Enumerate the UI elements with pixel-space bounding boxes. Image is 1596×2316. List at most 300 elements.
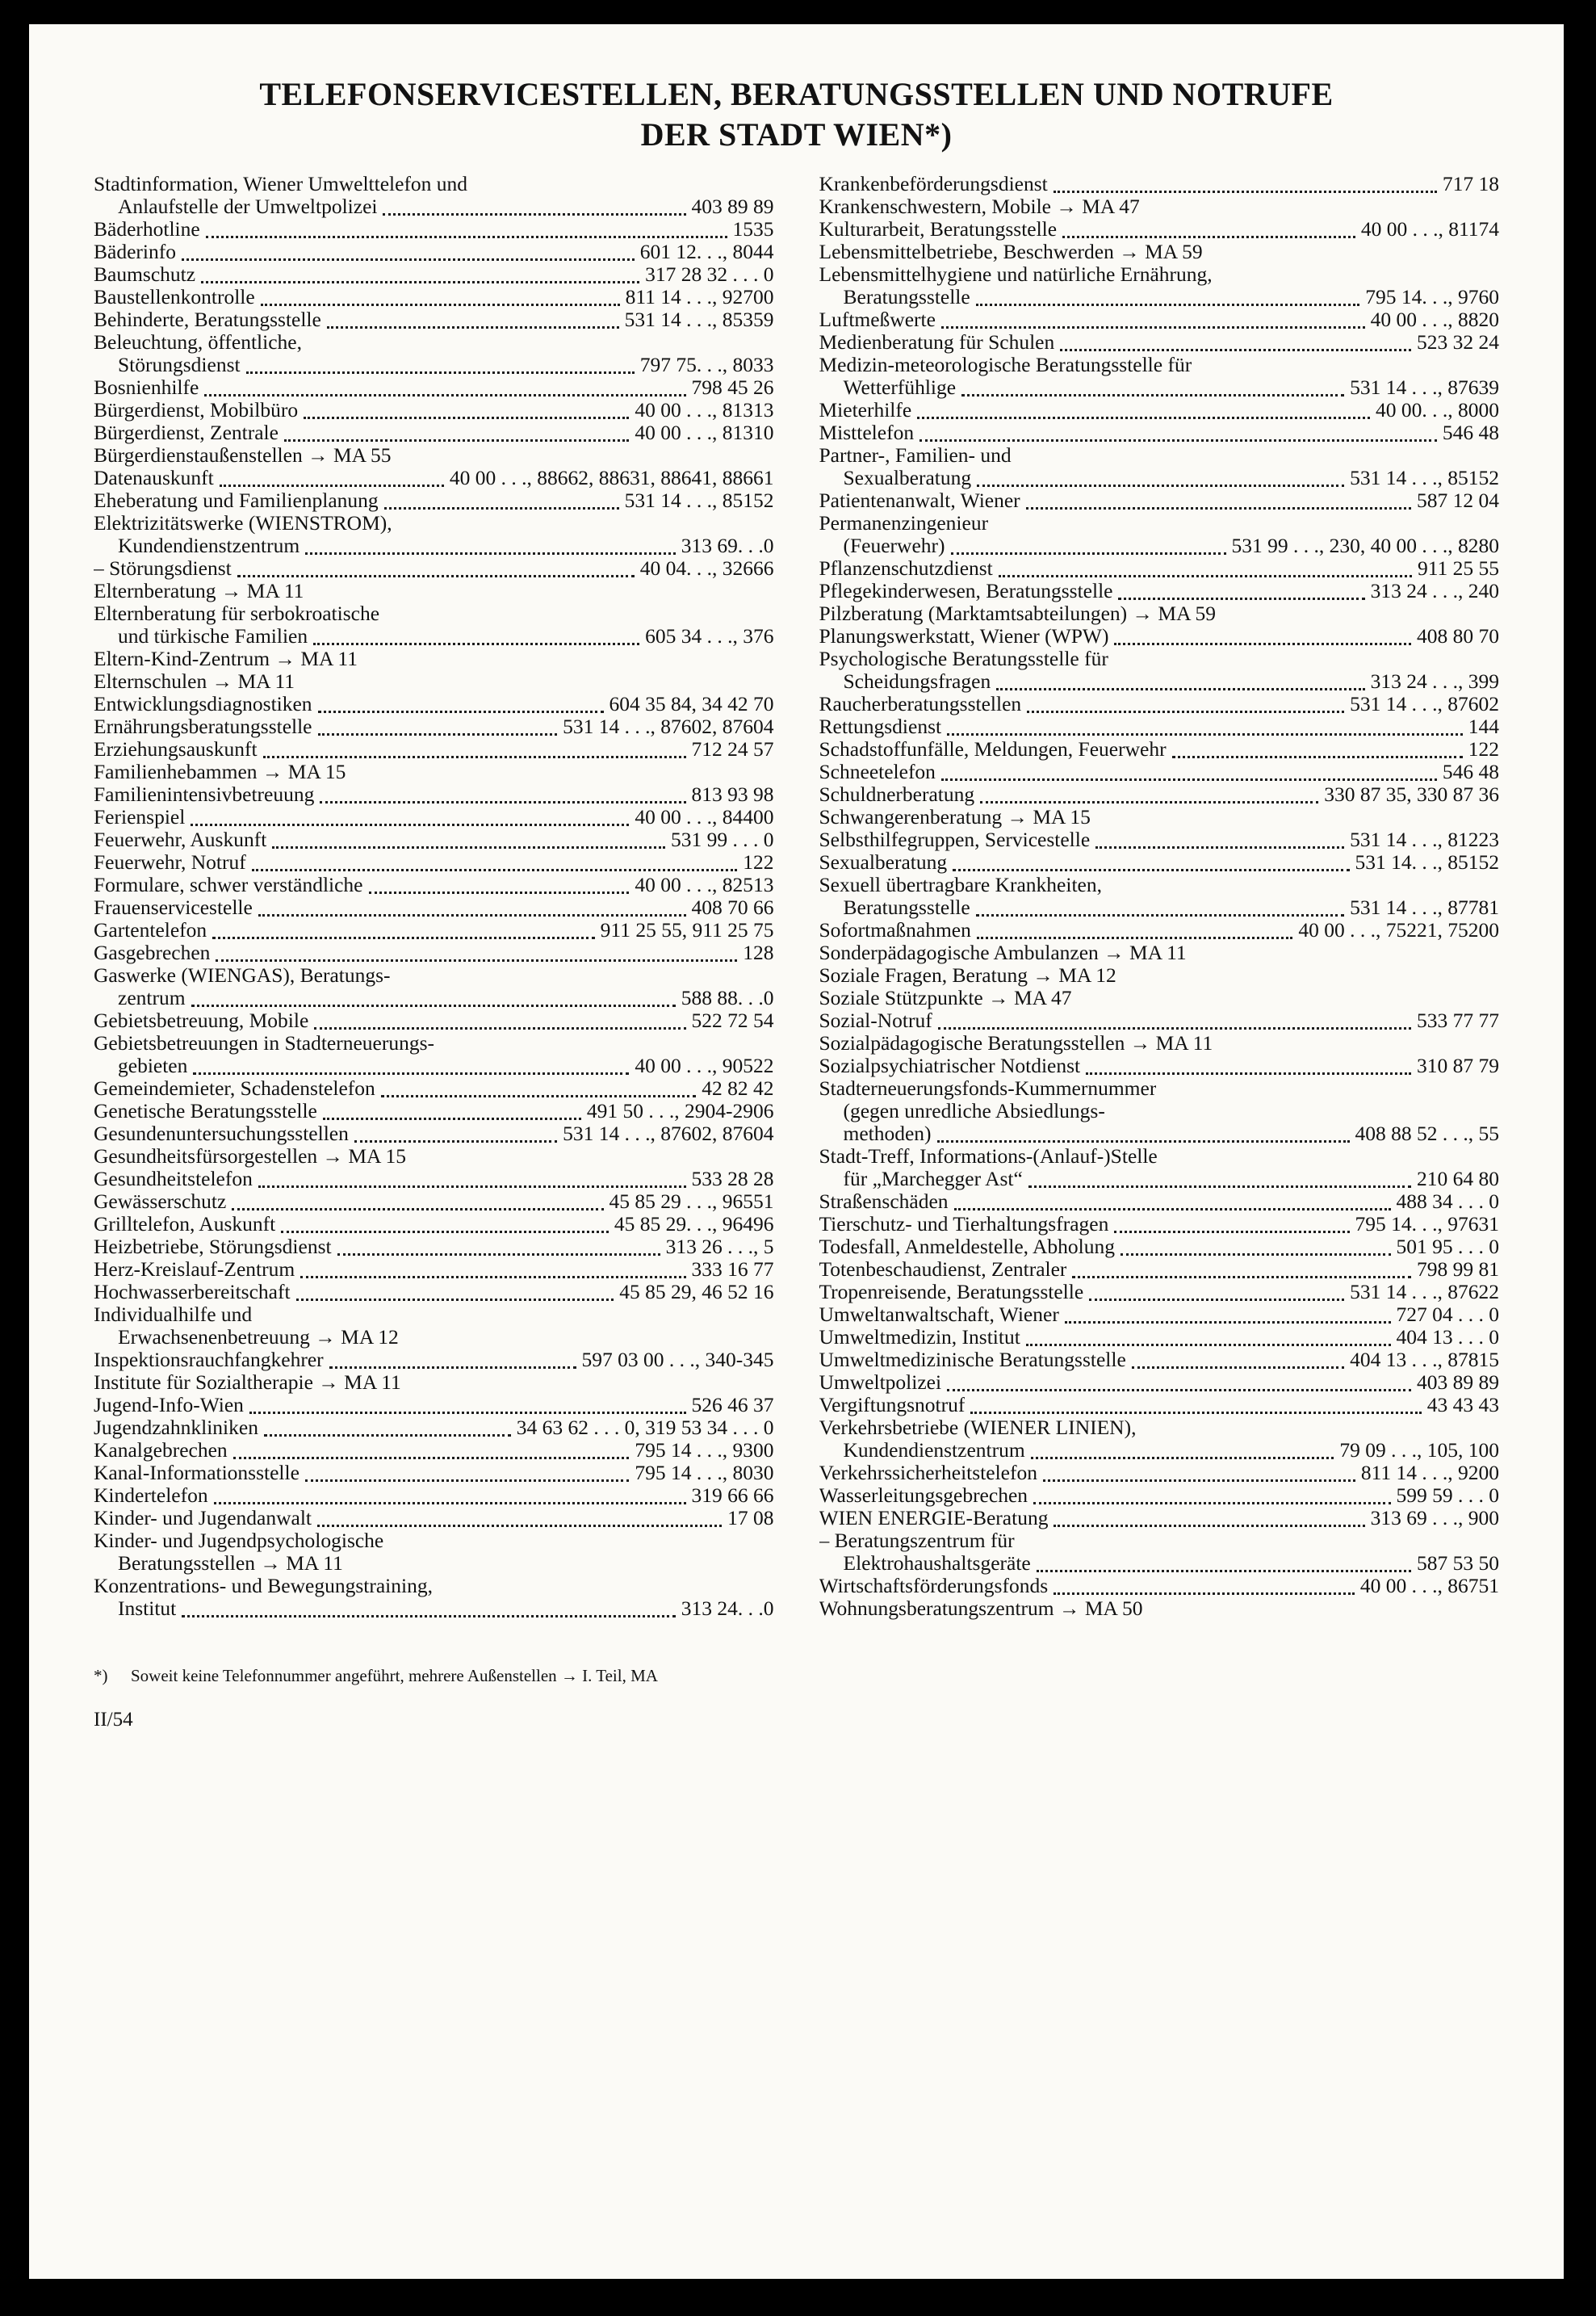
directory-entry xyxy=(94,1416,774,1439)
entry-label: Krankenbeförderungsdienst xyxy=(819,173,1048,195)
entry-phone-number: 522 72 54 xyxy=(691,1009,774,1032)
leader-dots xyxy=(941,761,1437,781)
directory-entry xyxy=(94,1145,774,1168)
entry-phone-number: 587 12 04 xyxy=(1417,489,1499,512)
entry-label: Sozialpädagogische Beratungsstellen → MA 11 xyxy=(819,1032,1213,1055)
leader-dots xyxy=(1054,173,1437,193)
leader-dots xyxy=(976,286,1360,306)
entry-label: Feuerwehr, Auskunft xyxy=(94,829,267,851)
leader-dots xyxy=(1089,1281,1344,1301)
entry-label: Gebietsbetreuung, Mobile xyxy=(94,1009,309,1032)
entry-label: Elternschulen → MA 11 xyxy=(94,670,295,693)
directory-entry xyxy=(94,1394,774,1416)
footnote-text: Soweit keine Telefonnummer angeführt, mehrere Außenstellen → I. Teil, MA xyxy=(131,1666,658,1685)
leader-dots xyxy=(317,1507,722,1527)
directory-entry xyxy=(819,195,1500,218)
entry-phone-number: 144 xyxy=(1468,715,1499,738)
entry-phone-number: 604 35 84, 34 42 70 xyxy=(609,692,774,715)
entry-phone-number: 330 87 35, 330 87 36 xyxy=(1324,782,1499,806)
directory-entry xyxy=(819,738,1500,761)
directory-entry xyxy=(819,308,1500,331)
entry-label: Verkehrsbetriebe (WIENER LINIEN), xyxy=(819,1416,1137,1439)
entry-phone-number: 403 89 89 xyxy=(691,195,774,218)
entry-phone-number: 587 53 50 xyxy=(1417,1551,1499,1575)
entry-label: Psychologische Beratungsstelle für xyxy=(819,648,1108,670)
entry-label: Herz-Kreislauf-Zentrum xyxy=(94,1258,295,1281)
leader-dots xyxy=(233,1439,630,1459)
directory-entry xyxy=(94,1236,774,1258)
entry-phone-number: 404 13 . . ., 87815 xyxy=(1350,1348,1499,1371)
entry-phone-number: 408 88 52 . . ., 55 xyxy=(1355,1122,1499,1145)
directory-entry xyxy=(819,1439,1500,1462)
directory-entry xyxy=(819,1213,1500,1236)
leader-dots xyxy=(182,1597,675,1617)
leader-dots xyxy=(947,715,1463,736)
entry-label: Gewässerschutz xyxy=(94,1190,227,1213)
entry-label: – Beratungszentrum für xyxy=(819,1529,1015,1552)
leader-dots xyxy=(1031,1439,1334,1459)
entry-phone-number: 795 14 . . ., 9300 xyxy=(635,1438,774,1462)
leader-dots xyxy=(305,535,676,555)
entry-phone-number: 17 08 xyxy=(727,1506,774,1529)
entry-phone-number: 333 16 77 xyxy=(691,1257,774,1281)
directory-entry xyxy=(819,1484,1500,1507)
entry-label: zentrum xyxy=(118,987,186,1009)
directory-entry xyxy=(819,580,1500,602)
entry-label: Erziehungsauskunft xyxy=(94,738,258,761)
directory-entry xyxy=(94,1439,774,1462)
entry-phone-number: 40 00 . . ., 88662, 88631, 88641, 88661 xyxy=(449,466,774,489)
directory-entry xyxy=(819,354,1500,376)
directory-entry xyxy=(819,241,1500,263)
entry-label: Schuldnerberatung xyxy=(819,783,975,806)
leader-dots xyxy=(1054,1507,1364,1527)
entry-label: Verkehrssicherheitstelefon xyxy=(819,1462,1037,1484)
directory-entry xyxy=(94,218,774,241)
entry-label: Beratungsstellen → MA 11 xyxy=(118,1552,343,1575)
leader-dots xyxy=(304,399,629,419)
entry-phone-number: 40 00 . . ., 90522 xyxy=(635,1054,774,1077)
directory-entry xyxy=(94,1575,774,1597)
leader-dots xyxy=(246,354,635,374)
directory-entry xyxy=(819,851,1500,874)
entry-label: Tierschutz- und Tierhaltungsfragen xyxy=(819,1213,1109,1236)
entry-phone-number: 531 14 . . ., 85152 xyxy=(624,489,774,512)
leader-dots xyxy=(329,1349,576,1369)
directory-entry xyxy=(819,376,1500,399)
leader-dots xyxy=(369,874,630,894)
entry-label: Gesundheitsfürsorgestellen → MA 15 xyxy=(94,1145,406,1168)
entry-label: Wirtschaftsförderungsfonds xyxy=(819,1575,1049,1597)
leader-dots xyxy=(1072,1258,1411,1278)
leader-dots xyxy=(1095,829,1344,849)
entry-label: methoden) xyxy=(843,1122,932,1145)
entry-phone-number: 798 45 26 xyxy=(691,376,774,399)
entry-label: Baustellenkontrolle xyxy=(94,286,255,308)
entry-phone-number: 811 14 . . ., 9200 xyxy=(1360,1461,1499,1484)
entry-label: Mieterhilfe xyxy=(819,399,912,422)
directory-entry xyxy=(819,399,1500,422)
leader-dots xyxy=(954,1190,1391,1210)
directory-entry xyxy=(94,625,774,648)
directory-entry xyxy=(819,173,1500,195)
directory-entry xyxy=(819,1281,1500,1303)
entry-label: Sonderpädagogische Ambulanzen → MA 11 xyxy=(819,942,1187,964)
entry-label: Institut xyxy=(118,1597,177,1620)
entry-label: Scheidungsfragen xyxy=(843,670,991,693)
entry-label: Raucherberatungsstellen xyxy=(819,693,1022,715)
entry-phone-number: 34 63 62 . . . 0, 319 53 34 . . . 0 xyxy=(516,1416,774,1439)
entry-phone-number: 727 04 . . . 0 xyxy=(1396,1303,1499,1326)
entry-phone-number: 408 80 70 xyxy=(1417,624,1499,648)
paper-page xyxy=(29,24,1564,2279)
entry-phone-number: 531 14 . . ., 81223 xyxy=(1350,828,1499,851)
entry-phone-number: 40 04. . ., 32666 xyxy=(639,556,774,580)
leader-dots xyxy=(384,489,619,510)
directory-entry xyxy=(819,1009,1500,1032)
entry-label: Umweltmedizin, Institut xyxy=(819,1326,1020,1349)
entry-label: Bäderinfo xyxy=(94,241,176,263)
leader-dots xyxy=(1026,1326,1391,1346)
entry-phone-number: 597 03 00 . . ., 340-345 xyxy=(581,1348,774,1371)
directory-entry xyxy=(819,829,1500,851)
directory-entry xyxy=(819,1552,1500,1575)
entry-label: Soziale Fragen, Beratung → MA 12 xyxy=(819,964,1116,987)
entry-label: Heizbetriebe, Störungsdienst xyxy=(94,1236,332,1258)
directory-entry xyxy=(819,1326,1500,1349)
entry-phone-number: 526 46 37 xyxy=(691,1393,774,1416)
directory-entry xyxy=(94,874,774,896)
directory-entry xyxy=(819,218,1500,241)
directory-entry xyxy=(94,1258,774,1281)
directory-entry xyxy=(819,1236,1500,1258)
leader-dots xyxy=(1065,1303,1391,1324)
directory-entry xyxy=(819,1122,1500,1145)
leader-dots xyxy=(970,1394,1421,1414)
directory-columns xyxy=(29,155,1564,1620)
entry-label: Umweltmedizinische Beratungsstelle xyxy=(819,1349,1126,1371)
entry-phone-number: 911 25 55, 911 25 75 xyxy=(600,918,774,942)
entry-label: Patientenanwalt, Wiener xyxy=(819,489,1020,512)
entry-phone-number: 523 32 24 xyxy=(1417,330,1499,354)
directory-entry xyxy=(94,783,774,806)
entry-label: Störungsdienst xyxy=(118,354,241,376)
leader-dots xyxy=(980,783,1318,803)
directory-entry xyxy=(94,512,774,535)
leader-dots xyxy=(337,1236,660,1256)
page-title-line-2: DER STADT WIEN*) xyxy=(640,116,953,153)
entry-phone-number: 531 99 . . . 0 xyxy=(671,828,774,851)
directory-entry xyxy=(94,1371,774,1394)
entry-label: Behinderte, Beratungsstelle xyxy=(94,308,321,331)
directory-entry xyxy=(94,467,774,489)
leader-dots xyxy=(1033,1484,1390,1504)
entry-phone-number: 531 14. . ., 85152 xyxy=(1355,850,1499,874)
entry-phone-number: 795 14. . ., 97631 xyxy=(1355,1212,1499,1236)
entry-phone-number: 313 24 . . ., 240 xyxy=(1370,579,1499,602)
entry-label: Totenbeschaudienst, Zentraler xyxy=(819,1258,1067,1281)
entry-label: Bürgerdienst, Zentrale xyxy=(94,422,279,444)
leader-dots xyxy=(1060,331,1411,351)
entry-phone-number: 313 24. . .0 xyxy=(681,1596,774,1620)
entry-phone-number: 797 75. . ., 8033 xyxy=(639,353,774,376)
entry-label: Kulturarbeit, Beratungsstelle xyxy=(819,218,1058,241)
entry-label: Luftmeßwerte xyxy=(819,308,936,331)
entry-label: Partner-, Familien- und xyxy=(819,444,1012,467)
directory-entry xyxy=(94,1168,774,1190)
entry-label: Eheberatung und Familienplanung xyxy=(94,489,379,512)
entry-phone-number: 531 14 . . ., 87602, 87604 xyxy=(563,1122,774,1145)
directory-entry xyxy=(819,874,1500,896)
leader-dots xyxy=(220,467,444,487)
leader-dots xyxy=(977,919,1293,939)
entry-label: Kanal-Informationsstelle xyxy=(94,1462,300,1484)
directory-entry xyxy=(819,1507,1500,1529)
entry-label: Sofortmaßnahmen xyxy=(819,919,971,942)
leader-dots xyxy=(996,670,1364,690)
leader-dots xyxy=(1121,1236,1391,1256)
directory-entry xyxy=(94,1032,774,1055)
entry-label: Jugend-Info-Wien xyxy=(94,1394,244,1416)
entry-phone-number: 40 00 . . ., 86751 xyxy=(1359,1574,1499,1597)
entry-phone-number: 795 14 . . ., 8030 xyxy=(635,1461,774,1484)
leader-dots xyxy=(953,851,1349,871)
directory-entry xyxy=(94,422,774,444)
leader-dots xyxy=(941,308,1365,329)
leader-dots xyxy=(1028,1168,1411,1188)
directory-entry xyxy=(94,308,774,331)
entry-label: Individualhilfe und xyxy=(94,1303,253,1326)
entry-label: Hochwasserbereitschaft xyxy=(94,1281,291,1303)
entry-phone-number: 45 85 29. . ., 96496 xyxy=(614,1212,774,1236)
directory-entry xyxy=(94,896,774,919)
directory-entry xyxy=(94,535,774,557)
entry-phone-number: 310 87 79 xyxy=(1417,1054,1499,1077)
directory-entry xyxy=(94,557,774,580)
leader-dots xyxy=(1086,1055,1411,1075)
leader-dots xyxy=(977,467,1344,487)
entry-label: Beratungsstelle xyxy=(843,286,970,308)
entry-phone-number: 531 14 . . ., 87781 xyxy=(1350,896,1499,919)
directory-entry xyxy=(819,602,1500,625)
directory-entry xyxy=(94,1507,774,1529)
entry-label: Gasgebrechen xyxy=(94,942,211,964)
leader-dots xyxy=(182,241,635,261)
directory-entry xyxy=(94,195,774,218)
entry-phone-number: 546 48 xyxy=(1442,760,1499,783)
entry-label: Medienberatung für Schulen xyxy=(819,331,1055,354)
entry-label: Straßenschäden xyxy=(819,1190,949,1213)
leader-dots xyxy=(947,1371,1411,1391)
entry-phone-number: 128 xyxy=(743,941,774,964)
entry-label: Gaswerke (WIENGAS), Beratungs- xyxy=(94,964,391,987)
entry-label: Kinder- und Jugendanwalt xyxy=(94,1507,312,1529)
entry-label: Erwachsenenbetreuung → MA 12 xyxy=(118,1326,399,1349)
directory-entry xyxy=(819,1416,1500,1439)
entry-phone-number: 210 64 80 xyxy=(1417,1167,1499,1190)
entry-phone-number: 40 00 . . ., 81310 xyxy=(635,421,774,444)
directory-entry xyxy=(819,964,1500,987)
directory-entry xyxy=(819,489,1500,512)
entry-label: Lebensmittelbetriebe, Beschwerden → MA 59 xyxy=(819,241,1203,263)
entry-label: Medizin-meteorologische Beratungsstelle für xyxy=(819,354,1192,376)
leader-dots xyxy=(300,1258,685,1278)
entry-label: Inspektionsrauchfangkehrer xyxy=(94,1349,324,1371)
directory-entry xyxy=(819,1055,1500,1077)
entry-label: Konzentrations- und Bewegungstraining, xyxy=(94,1575,433,1597)
leader-dots xyxy=(320,783,685,803)
directory-entry xyxy=(94,1122,774,1145)
entry-label: Gartentelefon xyxy=(94,919,207,942)
entry-label: Eltern-Kind-Zentrum → MA 11 xyxy=(94,648,358,670)
leader-dots xyxy=(938,1009,1411,1030)
directory-entry xyxy=(819,1529,1500,1552)
entry-phone-number: 313 26 . . ., 5 xyxy=(665,1235,774,1258)
directory-entry xyxy=(819,761,1500,783)
entry-phone-number: 319 66 66 xyxy=(691,1483,774,1507)
entry-label: Vergiftungsnotruf xyxy=(819,1394,966,1416)
directory-entry xyxy=(819,1032,1500,1055)
entry-label: Stadtinformation, Wiener Umwelttelefon und xyxy=(94,173,468,195)
entry-label: Anlaufstelle der Umweltpolizei xyxy=(118,195,378,218)
directory-entry xyxy=(94,1077,774,1100)
entry-label: Pflanzenschutzdienst xyxy=(819,557,993,580)
directory-entry xyxy=(94,399,774,422)
directory-entry xyxy=(94,602,774,625)
leader-dots xyxy=(1037,1552,1411,1572)
leader-dots xyxy=(284,422,629,442)
directory-entry xyxy=(94,964,774,987)
entry-label: Kanalgebrechen xyxy=(94,1439,228,1462)
entry-label: Krankenschwestern, Mobile → MA 47 xyxy=(819,195,1140,218)
leader-dots xyxy=(272,829,665,849)
entry-phone-number: 40 00 . . ., 84400 xyxy=(635,805,774,829)
leader-dots xyxy=(313,625,639,645)
directory-entry xyxy=(94,1213,774,1236)
leader-dots xyxy=(1118,580,1364,600)
entry-label: Pilzberatung (Marktamtsabteilungen) → MA 59 xyxy=(819,602,1216,625)
directory-entry xyxy=(94,1303,774,1326)
footnote-area xyxy=(29,1665,1564,1731)
entry-label: Jugendzahnkliniken xyxy=(94,1416,258,1439)
entry-phone-number: 491 50 . . ., 2904-2906 xyxy=(586,1099,774,1122)
entry-label: Soziale Stützpunkte → MA 47 xyxy=(819,987,1072,1009)
directory-entry xyxy=(94,1100,774,1122)
directory-entry xyxy=(819,557,1500,580)
directory-entry xyxy=(94,1552,774,1575)
entry-phone-number: 122 xyxy=(743,850,774,874)
directory-entry xyxy=(819,263,1500,286)
entry-phone-number: 43 43 43 xyxy=(1426,1393,1499,1416)
entry-phone-number: 605 34 . . ., 376 xyxy=(645,624,774,648)
directory-entry xyxy=(819,1145,1500,1168)
directory-entry xyxy=(819,535,1500,557)
entry-label: Gemeindemieter, Schadenstelefon xyxy=(94,1077,375,1100)
footnote xyxy=(94,1665,1499,1686)
leader-dots xyxy=(249,1394,686,1414)
entry-label: Formulare, schwer verständliche xyxy=(94,874,363,896)
directory-entry xyxy=(819,331,1500,354)
entry-phone-number: 712 24 57 xyxy=(691,737,774,761)
entry-label: Lebensmittelhygiene und natürliche Ernährung, xyxy=(819,263,1213,286)
entry-phone-number: 811 14 . . ., 92700 xyxy=(625,285,774,308)
entry-phone-number: 588 88. . .0 xyxy=(681,986,774,1009)
entry-phone-number: 40 00 . . ., 82513 xyxy=(635,873,774,896)
directory-entry xyxy=(819,648,1500,670)
entry-label: Kinder- und Jugendpsychologische xyxy=(94,1529,384,1552)
entry-phone-number: 122 xyxy=(1468,737,1499,761)
leader-dots xyxy=(237,557,635,577)
entry-label: Bürgerdienstaußenstellen → MA 55 xyxy=(94,444,392,467)
entry-phone-number: 79 09 . . ., 105, 100 xyxy=(1339,1438,1499,1462)
directory-entry xyxy=(94,1597,774,1620)
entry-phone-number: 40 00. . ., 8000 xyxy=(1376,398,1499,422)
directory-entry xyxy=(819,1077,1500,1100)
entry-label: und türkische Familien xyxy=(118,625,308,648)
directory-entry xyxy=(94,851,774,874)
entry-label: Wohnungsberatungszentrum → MA 50 xyxy=(819,1597,1143,1620)
entry-phone-number: 798 99 81 xyxy=(1417,1257,1499,1281)
directory-entry xyxy=(819,896,1500,919)
entry-label: Bosnienhilfe xyxy=(94,376,199,399)
entry-phone-number: 40 00 . . ., 8820 xyxy=(1370,308,1499,331)
entry-label: WIEN ENERGIE-Beratung xyxy=(819,1507,1049,1529)
directory-entry xyxy=(94,1009,774,1032)
entry-label: Ferienspiel xyxy=(94,806,186,829)
directory-entry xyxy=(94,761,774,783)
entry-label: Sexuell übertragbare Krankheiten, xyxy=(819,874,1102,896)
entry-phone-number: 531 14 . . ., 85359 xyxy=(624,308,774,331)
directory-entry xyxy=(819,715,1500,738)
entry-phone-number: 533 77 77 xyxy=(1417,1009,1499,1032)
directory-entry xyxy=(94,1281,774,1303)
leader-dots xyxy=(318,715,558,736)
entry-label: Beleuchtung, öffentliche, xyxy=(94,331,302,354)
directory-entry xyxy=(94,1484,774,1507)
entry-phone-number: 40 00 . . ., 81313 xyxy=(635,398,774,422)
entry-phone-number: 531 14 . . ., 87639 xyxy=(1350,376,1499,399)
directory-entry xyxy=(819,919,1500,942)
entry-phone-number: 488 34 . . . 0 xyxy=(1396,1189,1499,1213)
entry-label: Bürgerdienst, Mobilbüro xyxy=(94,399,299,422)
leader-dots xyxy=(191,987,676,1007)
leader-dots xyxy=(216,942,737,962)
entry-label: Wetterfühlige xyxy=(843,376,957,399)
entry-label: Selbsthilfegruppen, Servicestelle xyxy=(819,829,1091,851)
entry-phone-number: 45 85 29, 46 52 16 xyxy=(619,1280,774,1303)
leader-dots xyxy=(354,1122,557,1143)
entry-label: Tropenreisende, Beratungsstelle xyxy=(819,1281,1084,1303)
entry-label: Sexualberatung xyxy=(843,467,972,489)
directory-entry xyxy=(94,738,774,761)
entry-label: Kundendienstzentrum xyxy=(118,535,300,557)
page-title xyxy=(29,74,1564,155)
entry-label: Beratungsstelle xyxy=(843,896,970,919)
directory-column-right xyxy=(819,173,1500,1620)
page-number: II/54 xyxy=(94,1709,133,1731)
leader-dots xyxy=(206,218,727,238)
directory-entry xyxy=(819,422,1500,444)
leader-dots xyxy=(214,1484,686,1504)
leader-dots xyxy=(193,1055,629,1075)
leader-dots xyxy=(961,376,1344,396)
entry-label: Familienintensivbetreuung xyxy=(94,783,315,806)
directory-entry xyxy=(819,512,1500,535)
entry-label: Ernährungsberatungsstelle xyxy=(94,715,312,738)
entry-label: Schadstoffunfälle, Meldungen, Feuerwehr xyxy=(819,738,1167,761)
entry-label: Elektrohaushaltsgeräte xyxy=(843,1552,1031,1575)
entry-label: Stadterneuerungsfonds-Kummernummer xyxy=(819,1077,1157,1100)
